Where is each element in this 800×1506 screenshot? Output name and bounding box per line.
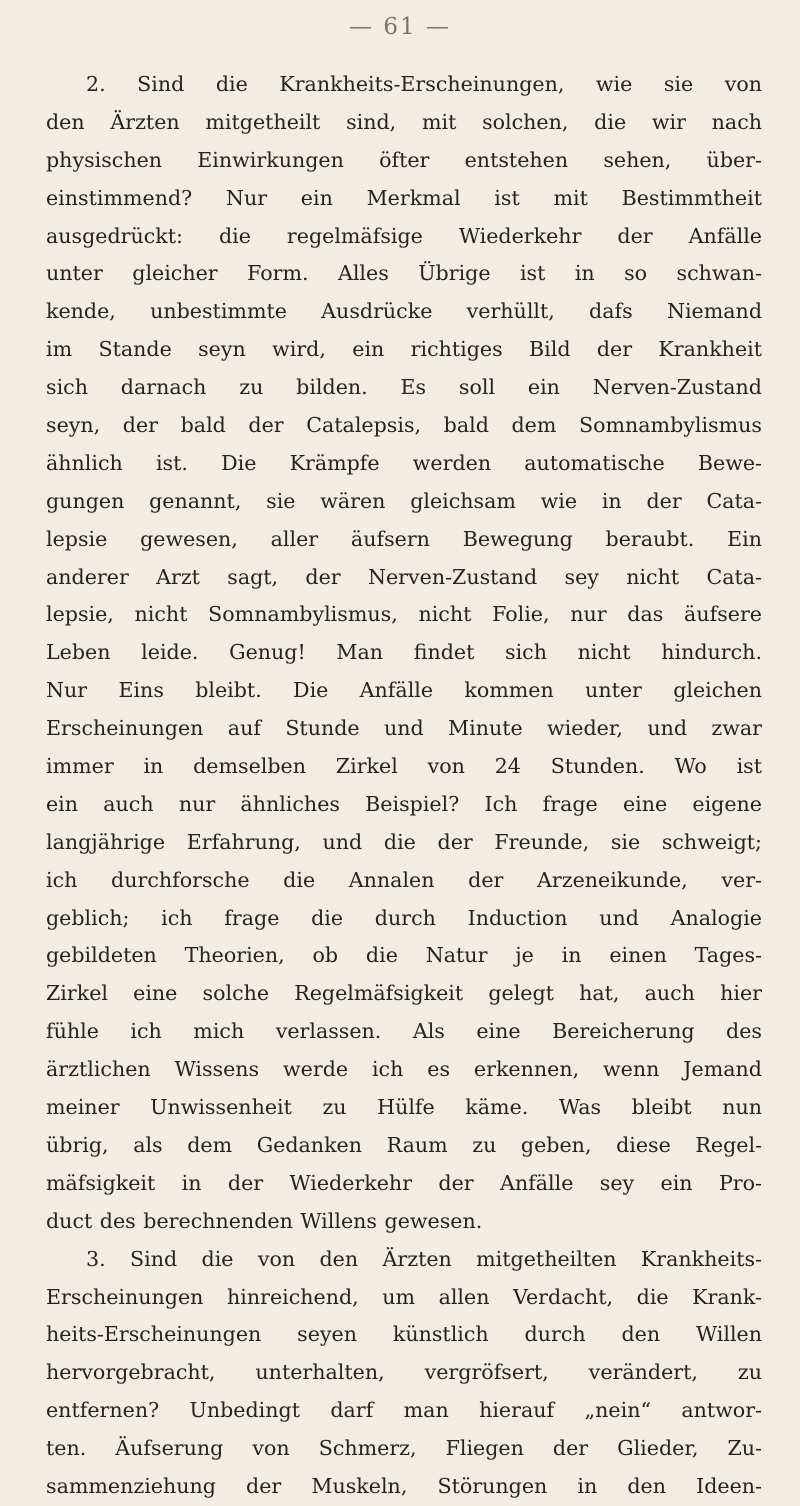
text-line: duct des berechnenden Willens gewesen.	[46, 1208, 483, 1233]
text-line: entfernen? Unbedingt darf man hierauf „nein“ antwor-	[46, 1398, 762, 1423]
text-line: Erscheinungen auf Stunde und Minute wieder, und zwar	[46, 716, 762, 741]
text-line: kende, unbestimmte Ausdrücke verhüllt, dafs Niemand	[46, 299, 762, 324]
text-line: physischen Einwirkungen öfter entstehen sehen, über-	[46, 147, 762, 172]
text-line: ausgedrückt: die regelmäfsige Wiederkehr der Anfälle	[46, 223, 762, 248]
text-line: anderer Arzt sagt, der Nerven-Zustand sey nicht Cata-	[46, 564, 762, 589]
text-line: ein auch nur ähnliches Beispiel? Ich frage eine eigene	[46, 791, 762, 816]
text-line: langjährige Erfahrung, und die der Freunde, sie schweigt;	[46, 829, 762, 854]
text-line: 2. Sind die Krankheits-Erscheinungen, wie sie von	[86, 72, 762, 96]
text-line: Nur Eins bleibt. Die Anfälle kommen unter gleichen	[46, 678, 762, 703]
text-line: sammenziehung der Muskeln, Störungen in den Ideen-	[46, 1473, 762, 1498]
text-line: gungen genannt, sie wären gleichsam wie in der Cata-	[46, 488, 762, 513]
text-line: gebildeten Theorien, ob die Natur je in einen Tages-	[46, 943, 762, 968]
text-line: seyn, der bald der Catalepsis, bald dem Somnambylismus	[46, 413, 762, 438]
text-line: sich darnach zu bilden. Es soll ein Nerven-Zustand	[46, 375, 762, 400]
text-line: Erscheinungen hinreichend, um allen Verdacht, die Krank-	[46, 1284, 762, 1309]
text-line: fühle ich mich verlassen. Als eine Bereicherung des	[46, 1019, 762, 1044]
text-line: 3. Sind die von den Ärzten mitgetheilten Krankheits-	[86, 1246, 762, 1271]
text-line: einstimmend? Nur ein Merkmal ist mit Bestimmtheit	[46, 185, 762, 210]
text-line: übrig, als dem Gedanken Raum zu geben, diese Regel-	[46, 1132, 762, 1157]
text-line: lepsie gewesen, aller äufsern Bewegung beraubt. Ein	[46, 526, 762, 551]
text-line: mäfsigkeit in der Wiederkehr der Anfälle sey ein Pro-	[46, 1170, 762, 1195]
text-line: lepsie, nicht Somnambylismus, nicht Folie, nur das äufsere	[46, 602, 762, 627]
text-line: ähnlich ist. Die Krämpfe werden automatische Bewe-	[46, 450, 762, 475]
text-line: Leben leide. Genug! Man findet sich nicht hindurch.	[46, 640, 762, 665]
text-line: den Ärzten mitgetheilt sind, mit solchen, die wir nach	[46, 109, 762, 134]
text-line: im Stande seyn wird, ein richtiges Bild der Krankheit	[46, 337, 762, 362]
text-line: ich durchforsche die Annalen der Arzeneikunde, ver-	[46, 867, 762, 892]
text-line: unter gleicher Form. Alles Übrige ist in so schwan-	[46, 261, 762, 286]
body-text	[46, 66, 762, 1506]
text-line: ärztlichen Wissens werde ich es erkennen, wenn Jemand	[46, 1057, 762, 1082]
text-line: ten. Äufserung von Schmerz, Fliegen der Glieder, Zu-	[46, 1436, 762, 1461]
text-line: Zirkel eine solche Regelmäfsigkeit gelegt hat, auch hier	[46, 981, 762, 1006]
text-line: hervorgebracht, unterhalten, vergröfsert, verändert, zu	[46, 1360, 762, 1385]
text-line: immer in demselben Zirkel von 24 Stunden. Wo ist	[46, 754, 762, 779]
text-line: meiner Unwissenheit zu Hülfe käme. Was bleibt nun	[46, 1095, 762, 1120]
text-line: geblich; ich frage die durch Induction und Analogie	[46, 905, 762, 930]
text-line: heits-Erscheinungen seyen künstlich durch den Willen	[46, 1322, 762, 1347]
page-number: — 61 —	[349, 14, 451, 40]
